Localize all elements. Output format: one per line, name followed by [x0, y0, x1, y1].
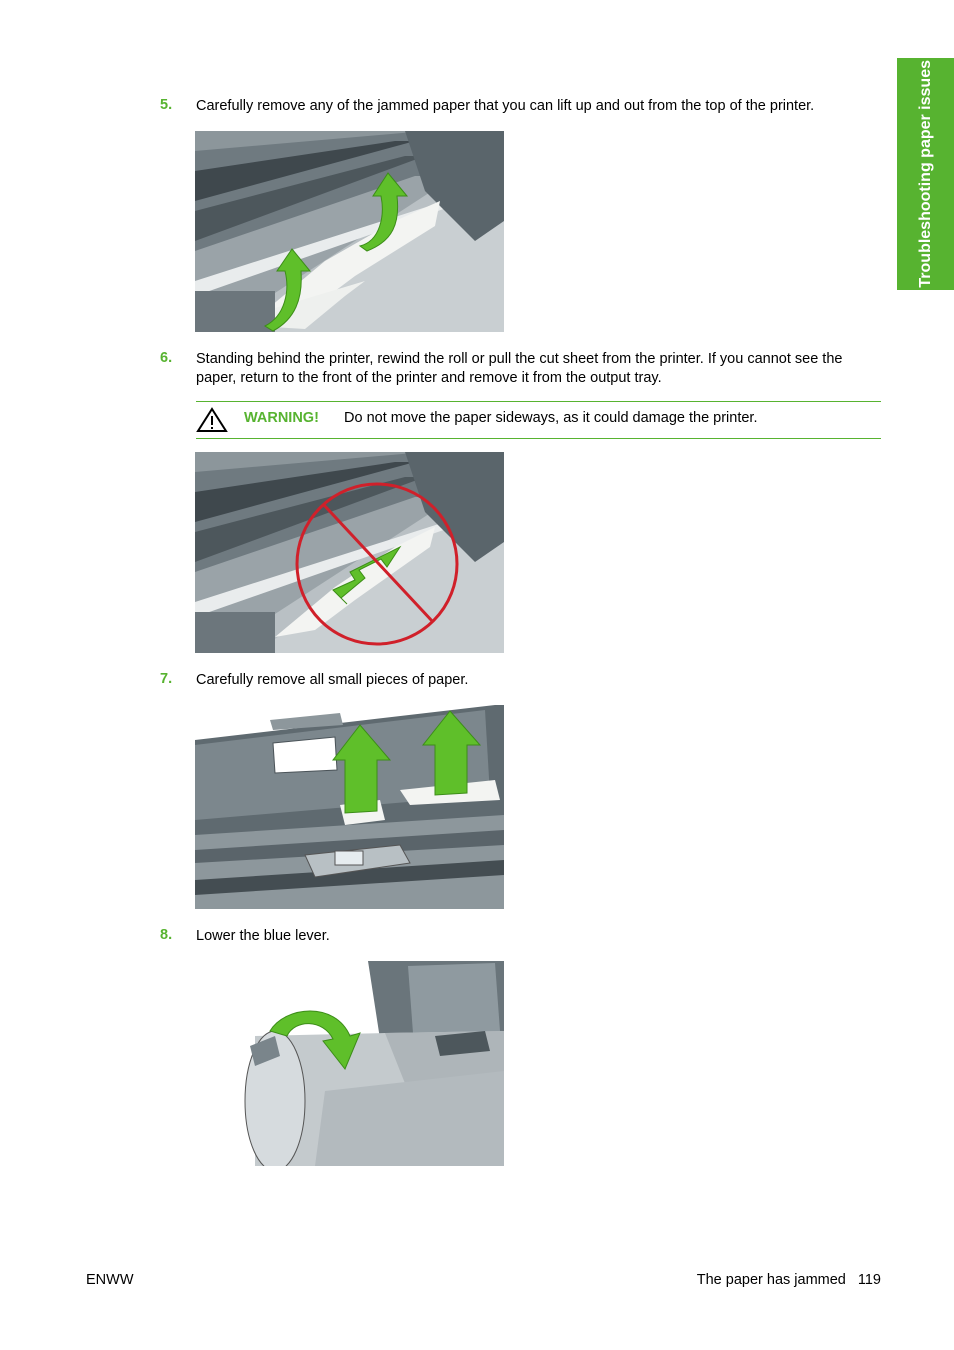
step-text: Standing behind the printer, rewind the roll or pull the cut sheet from the printer. If you cannot see the paper, return to the front of the printer and remove it from the output tray. — [196, 351, 843, 386]
chapter-side-tab — [897, 58, 954, 290]
warning-callout — [196, 401, 881, 439]
step-text: Carefully remove all small pieces of paper. — [196, 672, 469, 688]
warning-label: WARNING! — [244, 410, 319, 426]
figure-lower-blue-lever — [195, 961, 504, 1166]
warning-text: Do not move the paper sideways, as it could damage the printer. — [344, 410, 758, 426]
step-text: Lower the blue lever. — [196, 928, 330, 944]
figure-do-not-move-sideways — [195, 452, 504, 653]
chapter-side-tab-label: Troubleshooting paper issues — [916, 60, 934, 288]
step-number: 6. — [160, 350, 173, 366]
step-number: 5. — [160, 97, 173, 113]
step-text: Carefully remove any of the jammed paper that you can lift up and out from the top of the printer. — [196, 98, 815, 114]
step-number: 8. — [160, 927, 173, 943]
warning-triangle-icon — [196, 407, 228, 437]
page-number: 119 — [857, 1272, 881, 1288]
footer-left-label: ENWW — [86, 1272, 134, 1288]
step-number: 7. — [160, 671, 173, 687]
figure-lift-jammed-paper — [195, 131, 504, 332]
footer-section-title: The paper has jammed — [696, 1272, 846, 1288]
footer-right — [697, 1272, 881, 1288]
figure-remove-small-pieces — [195, 705, 504, 909]
